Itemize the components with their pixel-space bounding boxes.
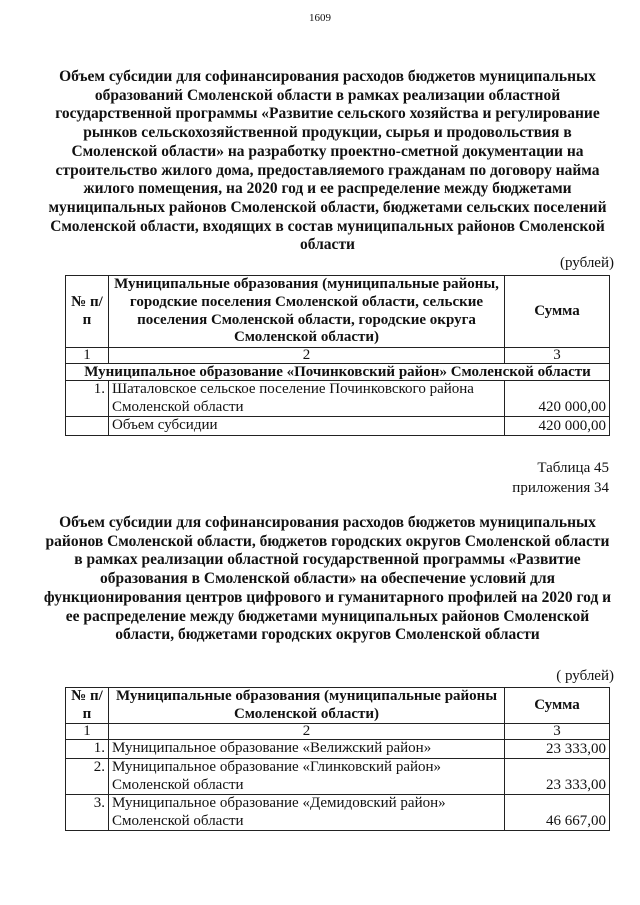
total-num-cell (66, 417, 109, 436)
index-cell: 1 (66, 724, 109, 740)
section-1-units: (рублей) (559, 255, 614, 271)
index-cell: 1 (66, 348, 109, 364)
header-name: Муниципальные образования (муниципальные районы Смоленской области) (109, 688, 505, 724)
header-name: Муниципальные образования (муниципальные районы, городские поселения Смоленской области, сельские поселения Смоленской области, городские округа Смоленской области) (109, 276, 505, 348)
index-cell: 2 (109, 348, 505, 364)
section-2-title: Объем субсидии для софинансирования расходов бюджетов муниципальных районов Смоленской области, бюджетов городских округов Смоленской области в рамках реализации областной государственной программы «Развитие образования в Смоленской области» на обеспечение условий для функционирования центров цифрового и гуманитарного профилей на 2020 год и ее распределение между бюджетами муниципальных районов Смоленской области, бюджетами городских округов Смоленской области (43, 514, 612, 644)
section-1-title: Объем субсидии для софинансирования расходов бюджетов муниципальных образований Смоленской области в рамках реализации областной государственной программы «Развитие сельского хозяйства и регулирование рынков сельскохозяйственной продукции, сырья и продовольствия в Смоленской области» на разработку проектно-сметной документации на строительство жилого дома, предоставляемого гражданам по договору найма жилого помещения, на 2020 год и ее распределение между бюджетами муниципальных районов Смоленской области, бюджетами сельских поселений Смоленской области, входящих в состав муниципальных районов Смоленской области (48, 68, 607, 254)
index-cell: 3 (505, 348, 610, 364)
row-sum: 420 000,00 (505, 381, 610, 417)
section-2-units: ( рублей) (556, 668, 614, 684)
page-number: 1609 (309, 12, 331, 24)
row-name: Шаталовское сельское поселение Починковского района Смоленской области (109, 381, 505, 417)
table-row (66, 795, 610, 831)
row-num: 2. (66, 759, 109, 795)
row-name: Муниципальное образование «Демидовский район» Смоленской области (109, 795, 505, 831)
index-cell: 2 (109, 724, 505, 740)
total-row (66, 417, 610, 436)
subsidy-table-1 (65, 275, 610, 436)
group-row (66, 364, 610, 381)
row-name: Муниципальное образование «Глинковский район» Смоленской области (109, 759, 505, 795)
index-row (66, 348, 610, 364)
table-row (66, 759, 610, 795)
table-caption (512, 458, 609, 498)
table-row (66, 381, 610, 417)
header-num: № п/п (66, 688, 109, 724)
row-num: 1. (66, 740, 109, 759)
row-sum: 23 333,00 (505, 759, 610, 795)
row-sum: 23 333,00 (505, 740, 610, 759)
total-sum: 420 000,00 (505, 417, 610, 436)
row-num: 3. (66, 795, 109, 831)
row-name: Муниципальное образование «Велижский район» (109, 740, 505, 759)
table-row (66, 740, 610, 759)
row-sum: 46 667,00 (505, 795, 610, 831)
subsidy-table-2 (65, 687, 610, 831)
group-title: Муниципальное образование «Починковский район» Смоленской области (66, 364, 610, 381)
index-row (66, 724, 610, 740)
header-num: № п/п (66, 276, 109, 348)
table-caption-line: приложения 34 (512, 480, 609, 496)
header-sum: Сумма (505, 688, 610, 724)
table-caption-line: Таблица 45 (537, 460, 609, 476)
index-cell: 3 (505, 724, 610, 740)
row-num: 1. (66, 381, 109, 417)
header-sum: Сумма (505, 276, 610, 348)
total-label: Объем субсидии (109, 417, 505, 436)
